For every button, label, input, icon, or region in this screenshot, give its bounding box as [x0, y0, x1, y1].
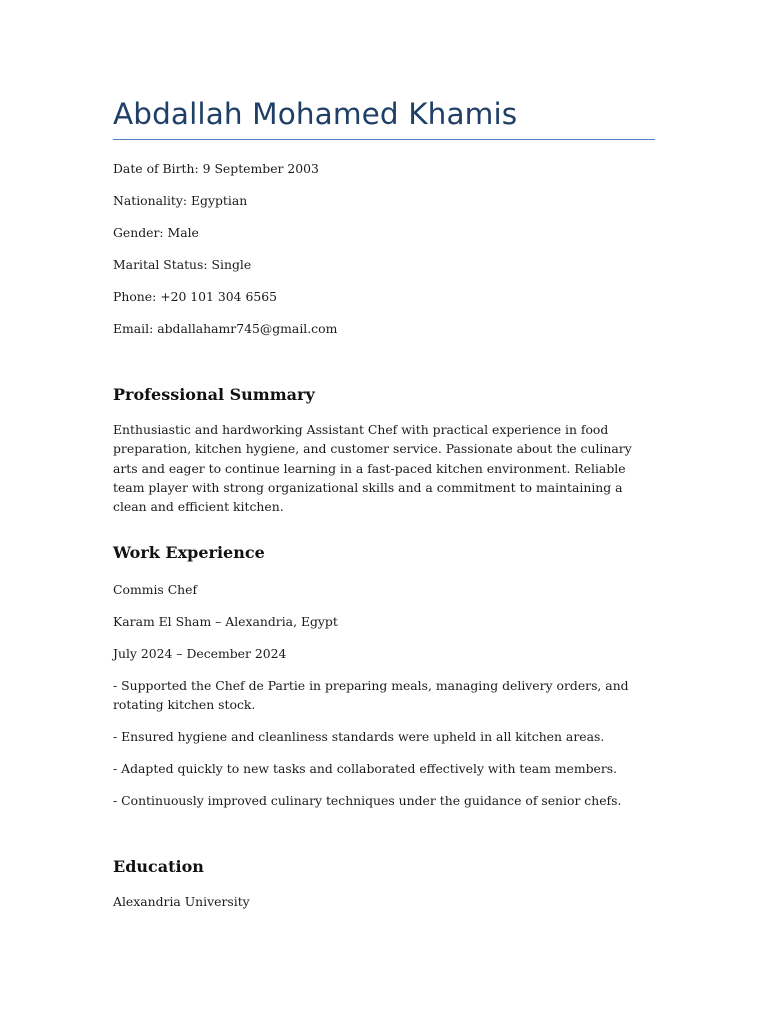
candidate-name: Abdallah Mohamed Khamis	[113, 97, 518, 131]
experience-bullet: - Ensured hygiene and cleanliness standards were upheld in all kitchen areas.	[113, 729, 605, 744]
marital-status: Marital Status: Single	[113, 257, 252, 272]
phone: Phone: +20 101 304 6565	[113, 289, 278, 304]
gender: Gender: Male	[113, 225, 199, 240]
experience-bullet: - Supported the Chef de Partie in preparing meals, managing delivery orders, and rotating kitchen stock.	[113, 678, 629, 713]
education-heading: Education	[113, 857, 204, 876]
job-dates: July 2024 – December 2024	[113, 646, 287, 661]
name-divider	[113, 139, 655, 140]
summary-heading: Professional Summary	[113, 385, 315, 404]
experience-bullet: - Adapted quickly to new tasks and collaborated effectively with team members.	[113, 761, 618, 776]
nationality: Nationality: Egyptian	[113, 193, 248, 208]
employer: Karam El Sham – Alexandria, Egypt	[113, 614, 338, 629]
education-school: Alexandria University	[113, 894, 250, 909]
email: Email: abdallahamr745@gmail.com	[113, 321, 338, 336]
summary-text: Enthusiastic and hardworking Assistant Chef with practical experience in food preparation, kitchen hygiene, and customer service. Passionate about the culinary arts and eager to continue learning in a fast-paced kitchen environment. Reliable team player with strong organizational skills and a commitment to maintaining a clean and efficient kitchen.	[113, 422, 632, 515]
date-of-birth: Date of Birth: 9 September 2003	[113, 161, 319, 176]
experience-bullet: - Continuously improved culinary techniques under the guidance of senior chefs.	[113, 793, 622, 808]
experience-heading: Work Experience	[113, 543, 265, 562]
job-title: Commis Chef	[113, 582, 198, 597]
